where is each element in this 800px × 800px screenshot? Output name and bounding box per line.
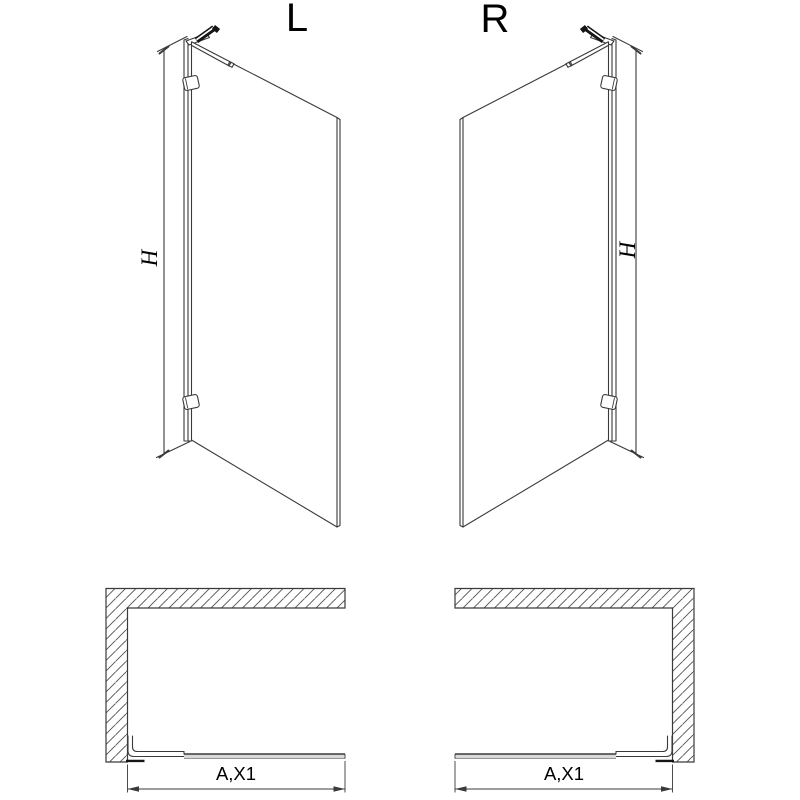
width-dim-label-right: A,X1: [543, 763, 585, 784]
panel-elevation-right: [460, 27, 644, 527]
width-dim-label-left: A,X1: [215, 763, 257, 784]
plan-view-right: [455, 589, 694, 793]
wall-section-right: [455, 589, 694, 763]
wall-section-left: [106, 589, 345, 763]
panel-elevation-left: [157, 27, 341, 527]
variant-label-left: L: [285, 0, 309, 40]
height-dim-label-left: H: [137, 249, 162, 267]
variant-label-right: R: [480, 0, 510, 41]
height-dim-label-right: H: [615, 241, 640, 259]
plan-view-left: [106, 589, 345, 793]
